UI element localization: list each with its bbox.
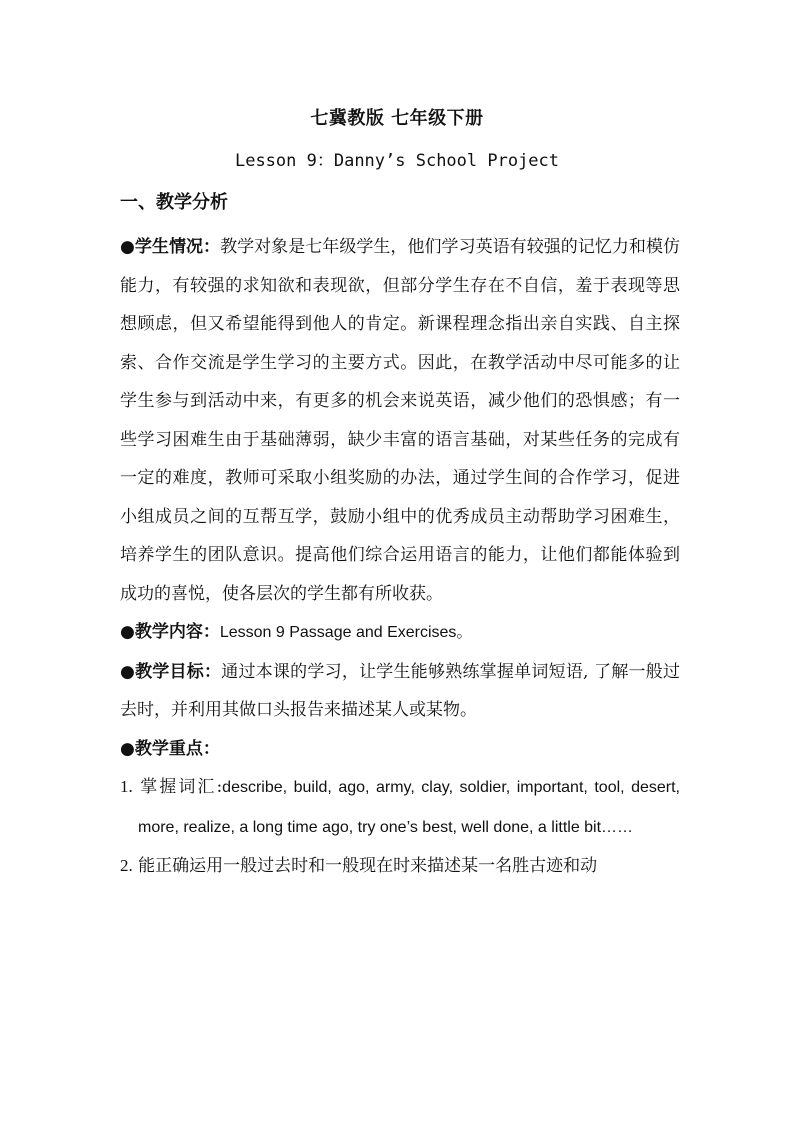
list-number: 2.	[120, 856, 133, 875]
content-paragraph	[120, 613, 680, 653]
content-text: Lesson 9 Passage and Exercises。	[219, 624, 473, 641]
students-text: 教学对象是七年级学生，他们学习英语有较强的记忆力和模仿能力，有较强的求知欲和表现欲，但部分学生存在不自信，羞于表现等思想顾虑，但又希望能得到他人的肯定。新课程理念指出亲自实践、自主探索、合作交流是学生学习的主要方式。因此，在教学活动中尽可能多的让学生参与到活动中来，有更多的机会来说英语，减少他们的恐惧感；有一些学习困难生由于基础薄弱，缺少丰富的语言基础，对某些任务的完成有一定的难度，教师可采取小组奖励的办法，通过学生间的合作学习，促进小组成员之间的互帮互学，鼓励小组中的优秀成员主动帮助学习困难生，培养学生的团队意识。提高他们综合运用语言的能力，让他们都能体验到成功的喜悦，使各层次的学生都有所收获。	[120, 237, 681, 604]
section-heading-analysis: 一、教学分析	[120, 192, 228, 213]
list-number: 1.	[120, 777, 133, 796]
goals-paragraph	[120, 653, 680, 730]
bullet-icon: ●	[120, 738, 135, 759]
key-point-prefix: 掌握词汇:	[140, 777, 223, 797]
bullet-icon: ●	[120, 622, 135, 642]
bullet-icon: ●	[120, 237, 135, 257]
goals-text: 通过本课的学习，让学生能够熟练掌握单词短语, 了解一般过去时，并利用其做口头报告来描述某人或某物。	[120, 661, 681, 720]
students-label: 学生情况：	[134, 237, 221, 257]
key-points-label: 教学重点：	[134, 738, 220, 759]
bullet-icon: ●	[120, 661, 136, 682]
document-title: 七冀教版 七年级下册	[310, 108, 484, 129]
key-point-text: 能正确运用一般过去时和一般现在时来描述某一名胜古迹和动	[138, 856, 598, 876]
key-point-item-1	[120, 768, 680, 847]
key-point-vocab: describe, build, ago, army, clay, soldier, important, tool, desert, more, realize, a long time ago, try one’s best, well done, a little bit……	[138, 779, 681, 836]
key-point-item-2	[120, 847, 680, 886]
content-label: 教学内容：	[134, 622, 220, 642]
goals-label: 教学目标：	[135, 661, 222, 682]
key-points-heading	[120, 730, 680, 769]
document-subtitle: Lesson 9：Danny’s School Project	[234, 151, 560, 171]
document-body	[120, 228, 680, 886]
students-paragraph	[120, 228, 680, 613]
